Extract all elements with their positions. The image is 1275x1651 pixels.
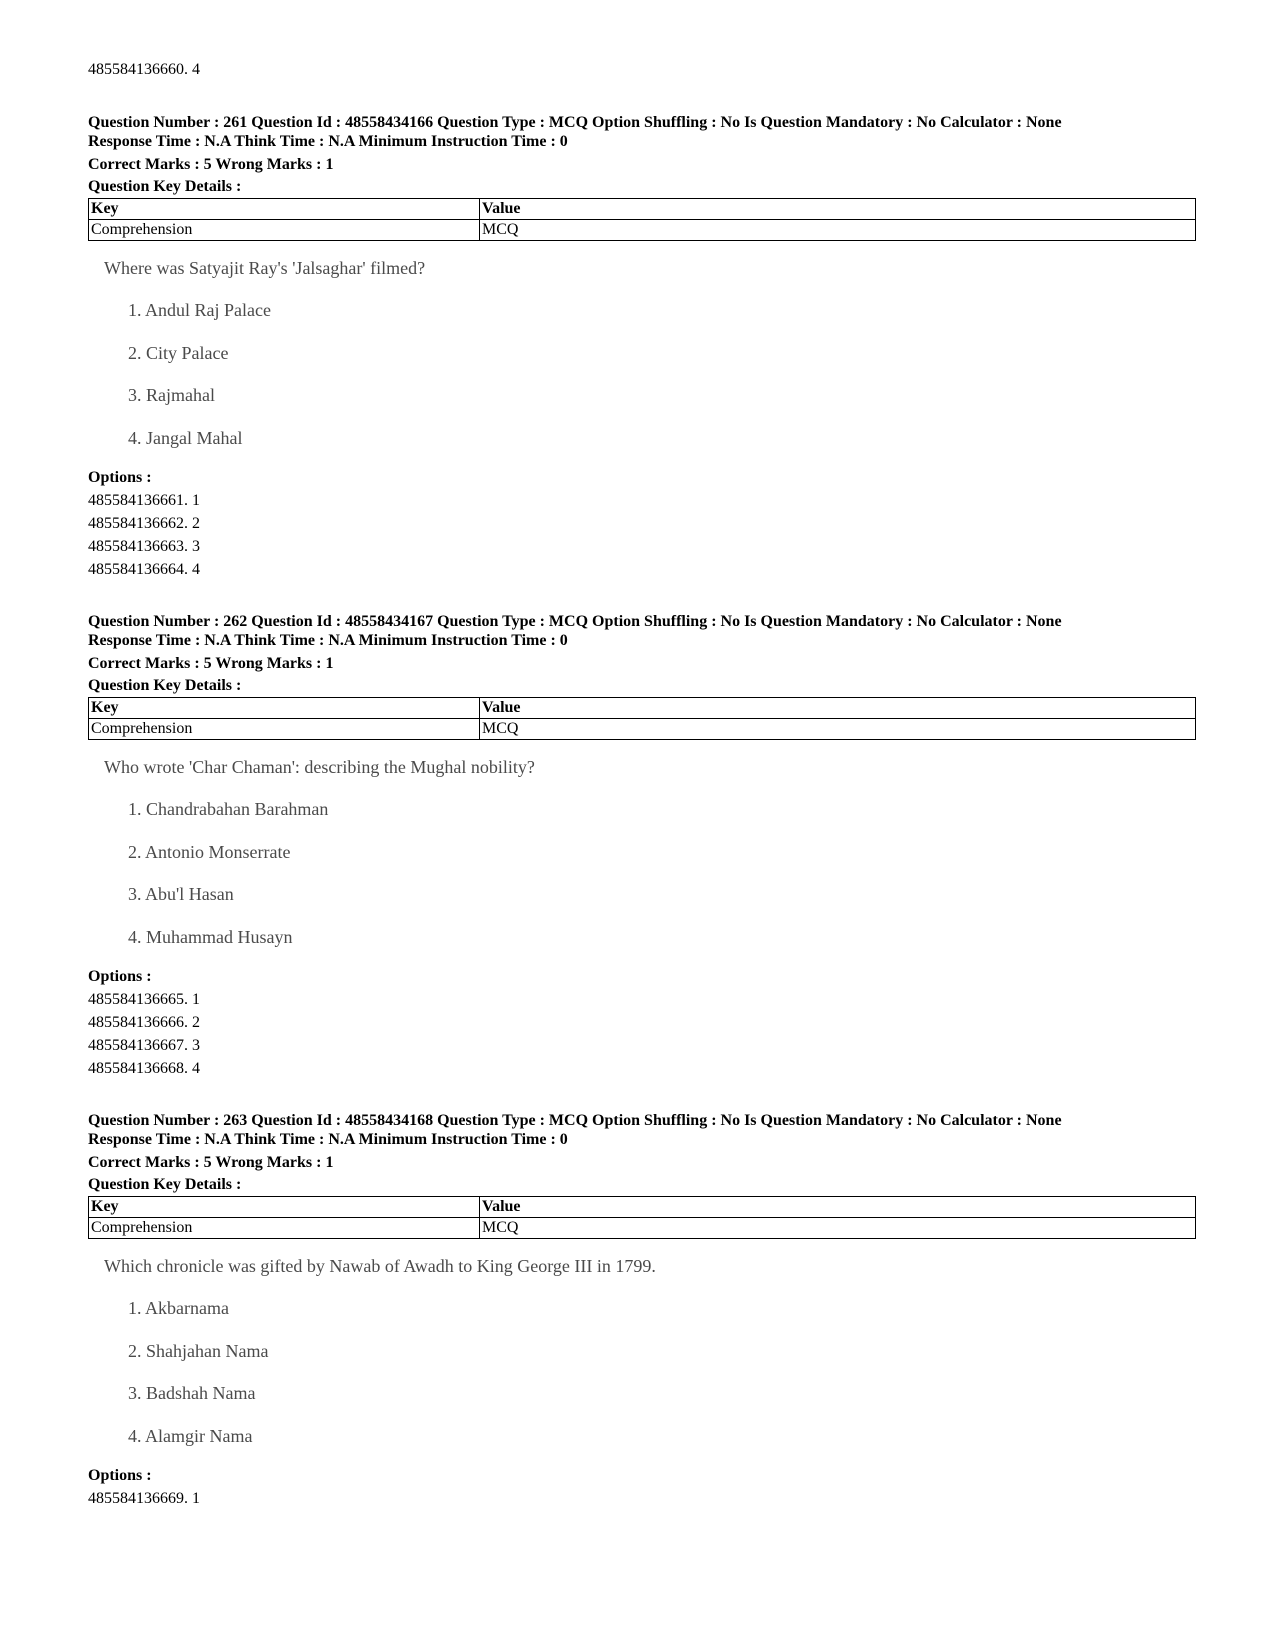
question-meta: Question Number : 263 Question Id : 48558434168 Question Type : MCQ Option Shuffling : No Is Question Mandatory : No Calculator : None (88, 1112, 1062, 1129)
option-line: 485584136667. 3 (88, 1037, 200, 1054)
table-cell-value: MCQ (480, 1218, 1196, 1239)
table-header-key: Key (89, 1197, 480, 1218)
choice-item: 4. Jangal Mahal (128, 428, 243, 448)
marks-line: Correct Marks : 5 Wrong Marks : 1 (88, 156, 334, 173)
choice-item: 2. Antonio Monserrate (128, 842, 291, 862)
option-line: 485584136663. 3 (88, 538, 200, 555)
key-details-label: Question Key Details : (88, 178, 242, 195)
choice-item: 1. Andul Raj Palace (128, 300, 271, 320)
option-line: 485584136668. 4 (88, 1060, 200, 1077)
option-line: 485584136666. 2 (88, 1014, 200, 1031)
key-details-label: Question Key Details : (88, 1176, 242, 1193)
table-header-key: Key (89, 199, 480, 220)
question-header (88, 1111, 1198, 1149)
choice-item: 3. Abu'l Hasan (128, 884, 234, 904)
question-image (104, 757, 535, 947)
choice-item: 3. Badshah Nama (128, 1383, 256, 1403)
choice-item: 4. Muhammad Husayn (128, 927, 293, 947)
question-text: Who wrote 'Char Chaman': describing the Mughal nobility? (104, 757, 535, 777)
choice-item: 2. City Palace (128, 343, 229, 363)
table-header-value: Value (480, 199, 1196, 220)
options-label: Options : (88, 1467, 152, 1484)
question-text: Where was Satyajit Ray's 'Jalsaghar' filmed? (104, 258, 426, 278)
table-header-key: Key (89, 698, 480, 719)
table-cell-value: MCQ (480, 719, 1196, 740)
question-image (104, 1256, 656, 1446)
marks-line: Correct Marks : 5 Wrong Marks : 1 (88, 1154, 334, 1171)
choice-item: 1. Chandrabahan Barahman (128, 799, 329, 819)
option-line: 485584136660. 4 (88, 61, 200, 78)
table-cell-key: Comprehension (89, 1218, 480, 1239)
table-cell-value: MCQ (480, 220, 1196, 241)
option-line: 485584136664. 4 (88, 561, 200, 578)
question-image (104, 258, 426, 448)
key-details-table (88, 198, 1196, 241)
key-details-table (88, 1196, 1196, 1239)
table-cell-key: Comprehension (89, 220, 480, 241)
option-line: 485584136661. 1 (88, 492, 200, 509)
choice-item: 3. Rajmahal (128, 385, 215, 405)
table-cell-key: Comprehension (89, 719, 480, 740)
question-header (88, 612, 1198, 650)
option-line: 485584136662. 2 (88, 515, 200, 532)
choice-item: 4. Alamgir Nama (128, 1426, 253, 1446)
options-label: Options : (88, 469, 152, 486)
question-timing: Response Time : N.A Think Time : N.A Minimum Instruction Time : 0 (88, 632, 568, 649)
options-label: Options : (88, 968, 152, 985)
option-line: 485584136665. 1 (88, 991, 200, 1008)
key-details-label: Question Key Details : (88, 677, 242, 694)
choice-item: 2. Shahjahan Nama (128, 1341, 269, 1361)
marks-line: Correct Marks : 5 Wrong Marks : 1 (88, 655, 334, 672)
question-meta: Question Number : 261 Question Id : 48558434166 Question Type : MCQ Option Shuffling : No Is Question Mandatory : No Calculator : None (88, 114, 1062, 131)
question-text: Which chronicle was gifted by Nawab of Awadh to King George III in 1799. (104, 1256, 656, 1276)
key-details-table (88, 697, 1196, 740)
choice-item: 1. Akbarnama (128, 1298, 229, 1318)
question-header (88, 113, 1198, 151)
question-meta: Question Number : 262 Question Id : 48558434167 Question Type : MCQ Option Shuffling : No Is Question Mandatory : No Calculator : None (88, 613, 1062, 630)
question-timing: Response Time : N.A Think Time : N.A Minimum Instruction Time : 0 (88, 1131, 568, 1148)
option-line: 485584136669. 1 (88, 1490, 200, 1507)
question-timing: Response Time : N.A Think Time : N.A Minimum Instruction Time : 0 (88, 133, 568, 150)
table-header-value: Value (480, 698, 1196, 719)
table-header-value: Value (480, 1197, 1196, 1218)
